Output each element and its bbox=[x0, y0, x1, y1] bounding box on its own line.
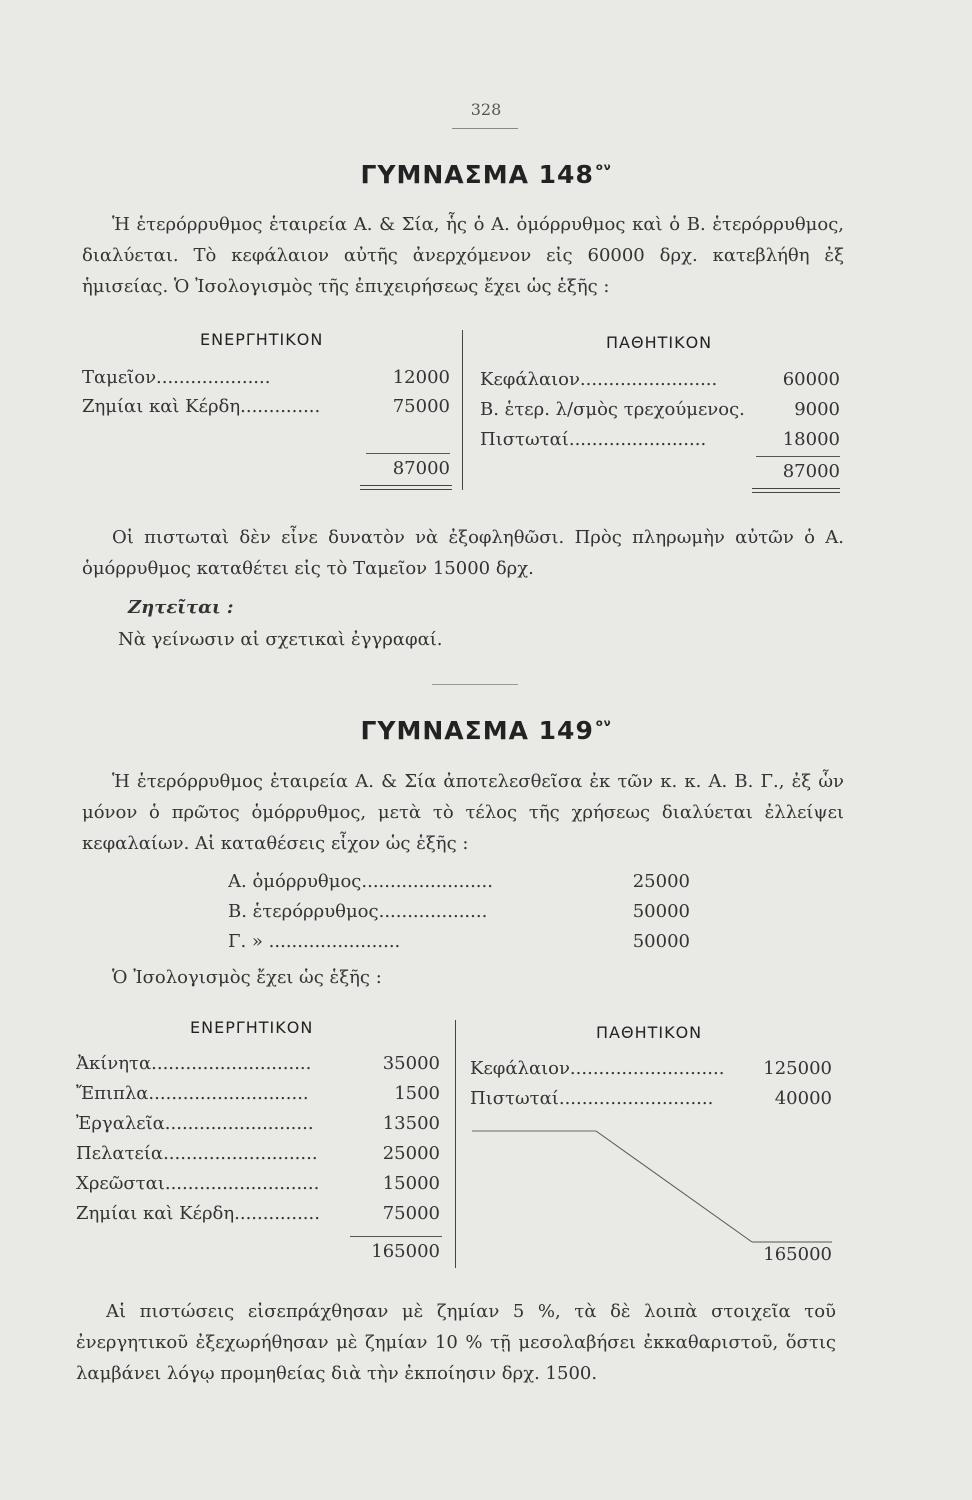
ex148-liability-value: 9000 bbox=[794, 399, 840, 420]
ex148-liabilities-header: ΠΑΘΗΤΙΚΟΝ bbox=[606, 333, 713, 352]
ex149-liabilities-total-row bbox=[470, 1241, 832, 1269]
ex149-asset-label: Ἀκίνητα............................ bbox=[76, 1053, 312, 1074]
ex149-asset-value: 1500 bbox=[394, 1083, 440, 1104]
ex148-asset-value: 12000 bbox=[392, 367, 450, 388]
ex148-asset-label: Ζημίαι καὶ Κέρδη.............. bbox=[82, 396, 321, 417]
ex149-deposit-label: Β. ἑτερόρρυθμος................... bbox=[228, 901, 488, 922]
ex149-liability-value: 40000 bbox=[774, 1088, 832, 1109]
ex149-deposit-label: Α. ὁμόρρυθμος....................... bbox=[228, 871, 493, 892]
exercise-149-title-text: ΓΥΜΝΑΣΜΑ 149 bbox=[360, 716, 594, 745]
ex149-asset-value: 75000 bbox=[382, 1203, 440, 1224]
ex148-liability-value: 18000 bbox=[782, 429, 840, 450]
ex148-liability-label: Β. ἑτερ. λ/σμὸς τρεχούμενος. bbox=[480, 399, 745, 420]
exercise-148-after: Οἱ πιστωταὶ δὲν εἶνε δυνατὸν νὰ ἐξοφληθῶσι. Πρὸς πληρωμὴν αὐτῶν ὁ Α. ὁμόρρυθμος καταθέτει εἰς τὸ Ταμεῖον 15000 δρχ. bbox=[82, 527, 844, 579]
exercise-148-intro: Ἡ ἑτερόρρυθμος ἑταιρεία Α. & Σία, ἧς ὁ Α. ὁμόρρυθμος καὶ ὁ Β. ἑτερόρρυθμος, διαλύεται. Τὸ κεφάλαιον αὐτῆς ἀνερχόμενον εἰς 60000 δρχ. κατεβλήθη ἐξ ἡμισείας. Ὁ Ἰσολογισμὸς τῆς ἐπιχειρήσεως ἔχει ὡς ἑξῆς : bbox=[82, 214, 844, 297]
exercise-148-title-text: ΓΥΜΝΑΣΜΑ 148 bbox=[360, 160, 594, 189]
ex148-liability-label: Πιστωταί........................ bbox=[480, 429, 707, 450]
ex149-asset-label: Ζημίαι καὶ Κέρδη............... bbox=[76, 1203, 320, 1224]
ex149-liability-value: 125000 bbox=[763, 1058, 832, 1079]
ex149-asset-value: 15000 bbox=[382, 1173, 440, 1194]
ex149-asset-value: 13500 bbox=[382, 1113, 440, 1134]
ex149-liability-label: Κεφάλαιον........................... bbox=[470, 1058, 725, 1079]
exercise-149-title-sup: ον bbox=[595, 718, 612, 729]
ex149-deposit-value: 50000 bbox=[632, 931, 690, 952]
ex148-liability-value: 60000 bbox=[782, 369, 840, 390]
ex149-asset-label: Ἐργαλεῖα.......................... bbox=[76, 1113, 314, 1134]
ex149-liabilities-header: ΠΑΘΗΤΙΚΟΝ bbox=[596, 1023, 703, 1042]
ex148-assets-total: 87000 bbox=[392, 458, 450, 479]
ex148-asset-label: Ταμεῖον.................... bbox=[82, 367, 271, 388]
exercise-148-question: Νὰ γείνωσιν αἱ σχετικαὶ ἐγγραφαί. bbox=[118, 629, 443, 650]
page-number: 328 bbox=[470, 100, 502, 119]
exercise-149-intro: Ἡ ἑτερόρρυθμος ἑταιρεία Α. & Σία ἀποτελεσθεῖσα ἐκ τῶν κ. κ. Α. Β. Γ., ἐξ ὧν μόνον ὁ πρῶτος ὁμόρρυθμος, μετὰ τὸ τέλος τῆς χρήσεως διαλύεται ἐλλείψει κεφαλαίων. Αἱ καταθέσεις εἶχον ὡς ἑξῆς : bbox=[82, 771, 844, 854]
ex149-liability-label: Πιστωταί........................... bbox=[470, 1088, 714, 1109]
exercise-148-question-label: Ζητεῖται : bbox=[128, 597, 234, 618]
ex149-deposit-value: 50000 bbox=[632, 901, 690, 922]
ex148-assets-header: ΕΝΕΡΓΗΤΙΚΟΝ bbox=[200, 330, 324, 349]
ex149-asset-label: Χρεῶσται........................... bbox=[76, 1173, 320, 1194]
ex148-liabilities-total: 87000 bbox=[782, 461, 840, 482]
ex149-deposit-label: Γ. » ....................... bbox=[228, 931, 401, 952]
ex148-asset-value: 75000 bbox=[392, 396, 450, 417]
ex149-assets-total: 165000 bbox=[371, 1241, 440, 1262]
ex149-assets-header: ΕΝΕΡΓΗΤΙΚΟΝ bbox=[190, 1018, 314, 1037]
ex149-liabilities-total: 165000 bbox=[763, 1244, 832, 1265]
ex149-asset-value: 25000 bbox=[382, 1143, 440, 1164]
ex149-deposit-value: 25000 bbox=[632, 871, 690, 892]
ex149-asset-value: 35000 bbox=[382, 1053, 440, 1074]
ex149-balance-intro: Ὁ Ἰσολογισμὸς ἔχει ὡς ἑξῆς : bbox=[112, 967, 382, 988]
ex149-asset-label: Πελατεία........................... bbox=[76, 1143, 318, 1164]
exercise-149-closing: Αἱ πιστώσεις εἰσεπράχθησαν μὲ ζημίαν 5 %, τὰ δὲ λοιπὰ στοιχεῖα τοῦ ἐνεργητικοῦ ἐξεχωρήθησαν μὲ ζημίαν 10 % τῇ μεσολαβήσει ἐκκαθαριστοῦ, ὅστις λαμβάνει λόγῳ προμηθείας διὰ τὴν ἐκποίησιν δρχ. 1500. bbox=[76, 1301, 836, 1384]
ex149-asset-label: Ἔπιπλα............................ bbox=[76, 1083, 309, 1104]
ex148-liability-label: Κεφάλαιον........................ bbox=[480, 369, 718, 390]
exercise-148-title-sup: ον bbox=[595, 162, 612, 173]
